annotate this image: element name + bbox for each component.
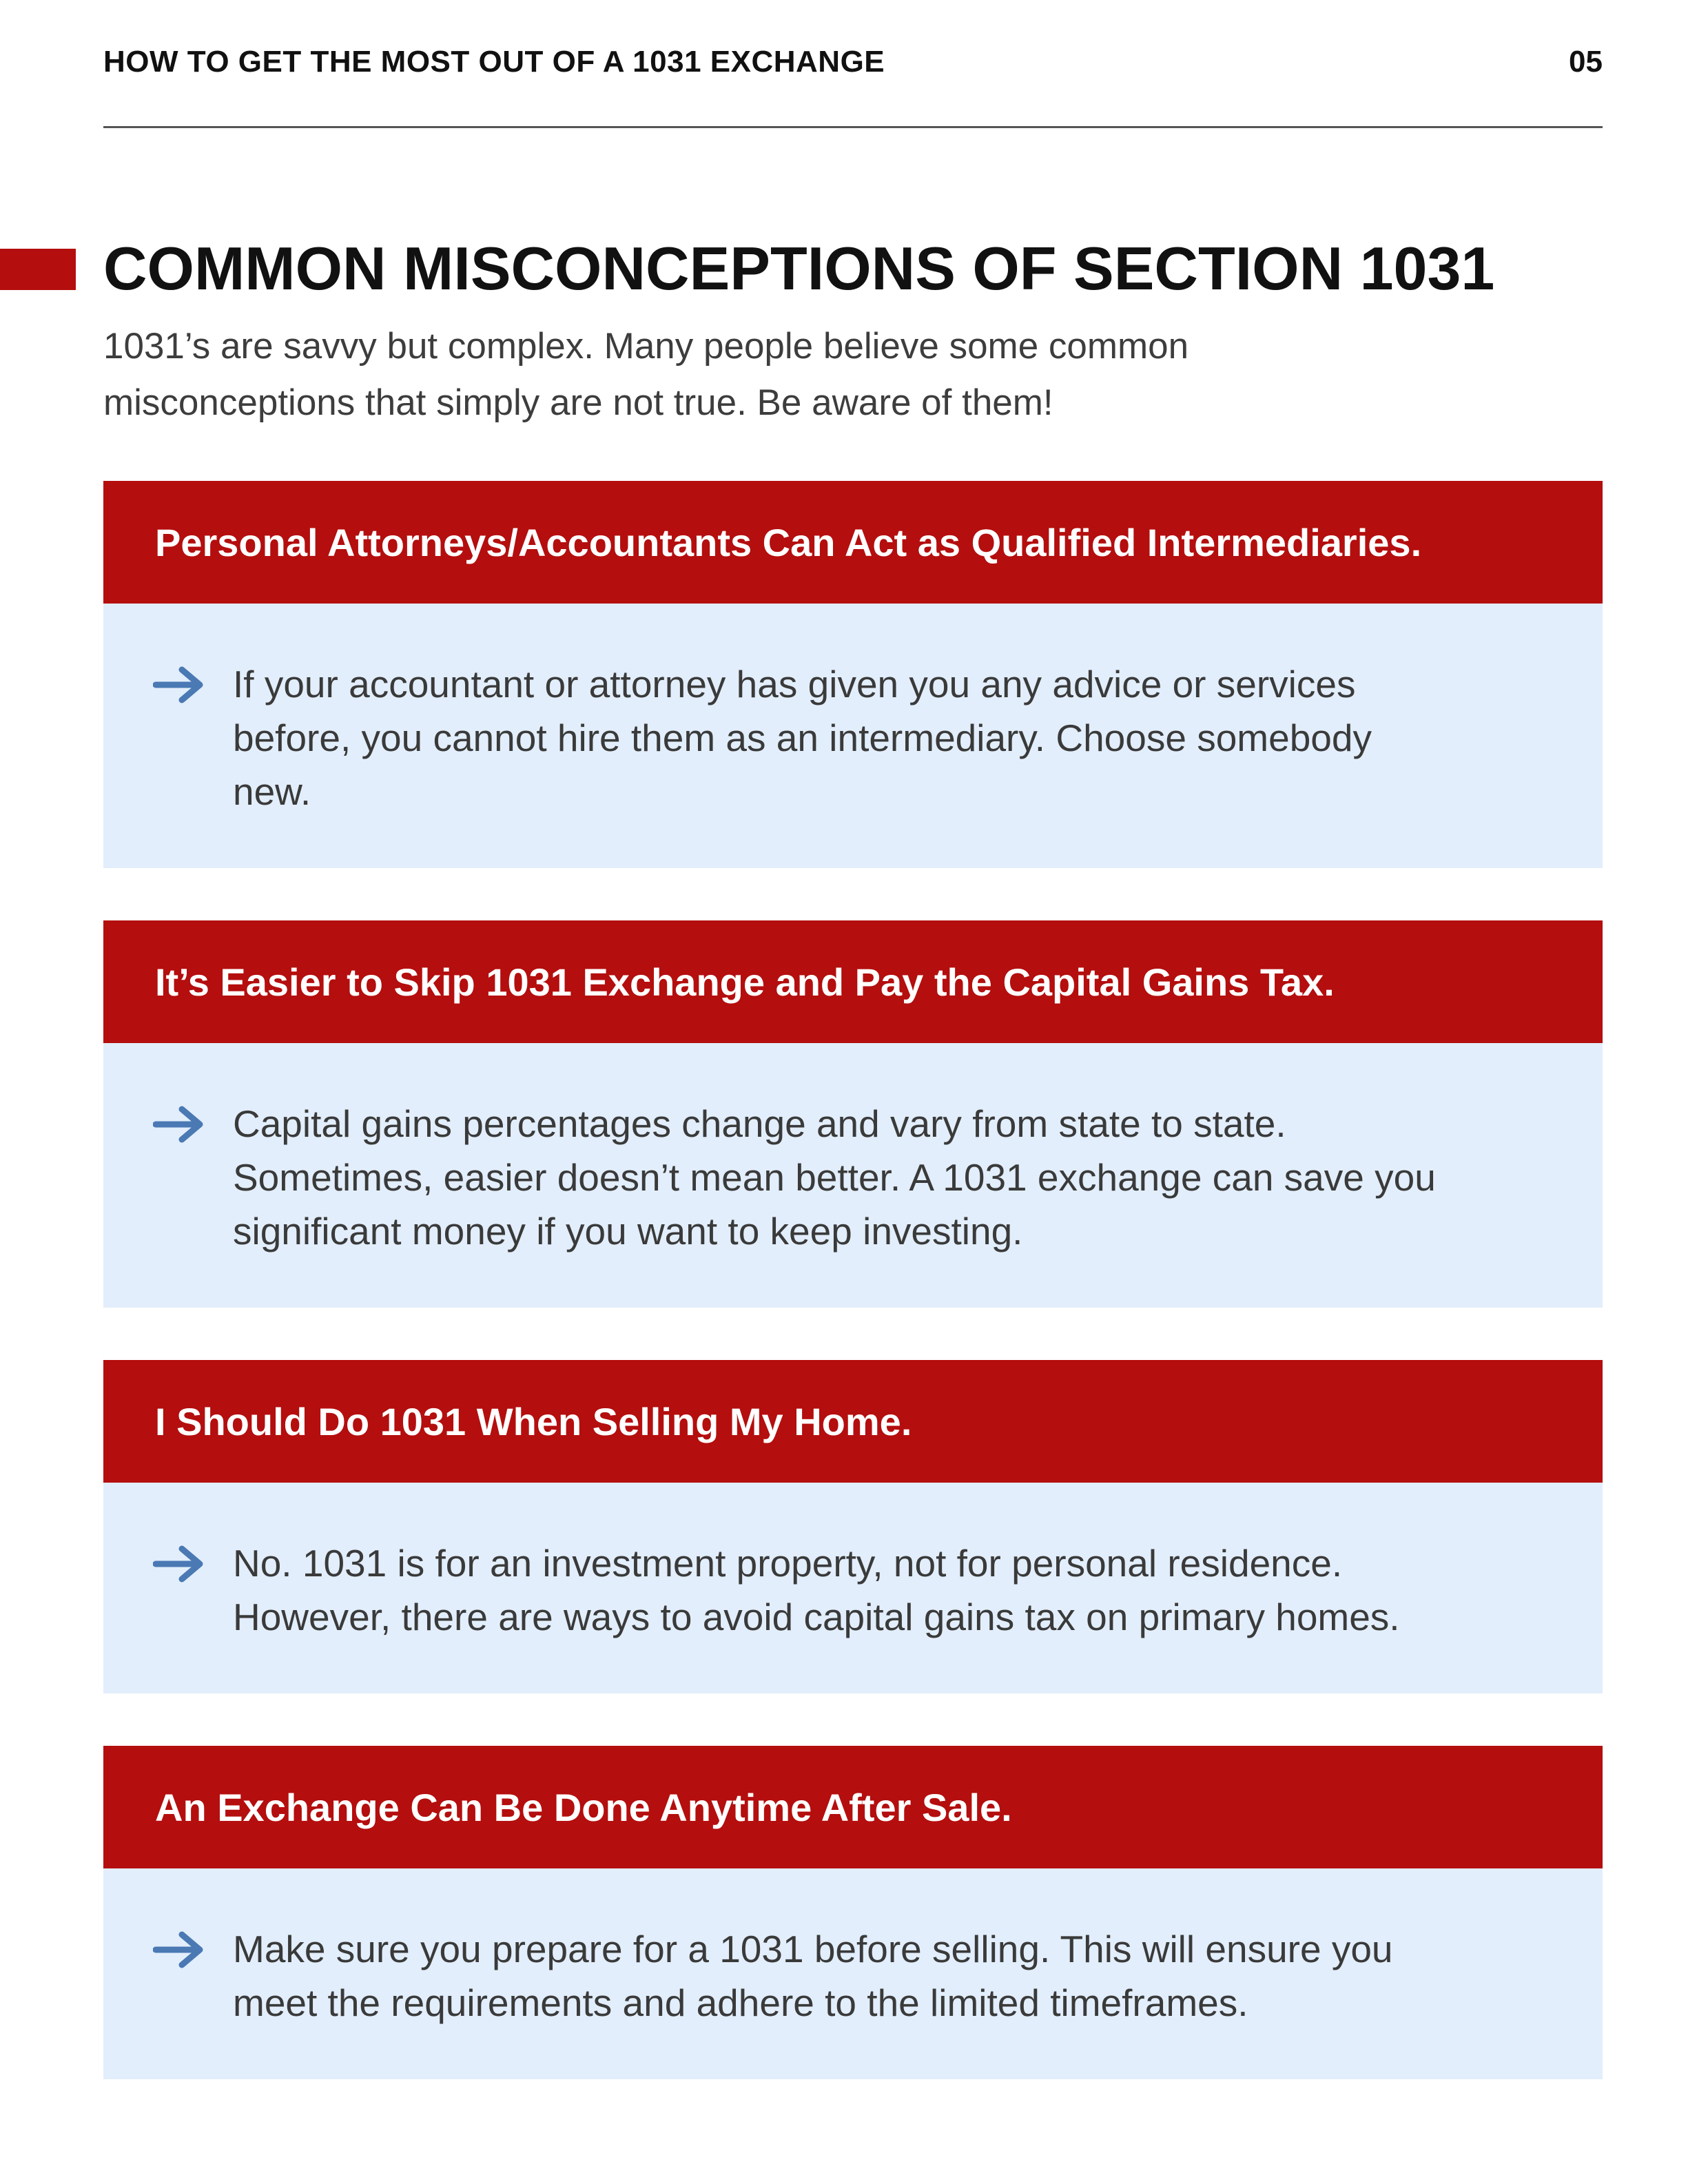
misconception-header <box>103 1360 1603 1483</box>
misconception-header <box>103 920 1603 1043</box>
arrow-right-icon <box>153 1545 205 1583</box>
arrow-right-icon <box>153 1930 205 1969</box>
misconception-text <box>233 1922 1542 2030</box>
misconception-header <box>103 1746 1603 1868</box>
misconception-text <box>233 657 1542 818</box>
misconception-body <box>103 1043 1603 1308</box>
misconception-heading: I Should Do 1031 When Selling My Home. <box>155 1399 912 1443</box>
text-line: before, you cannot hire them as an intermediary. Choose somebody <box>233 717 1372 759</box>
header-divider <box>103 126 1603 128</box>
text-line: Make sure you prepare for a 1031 before selling. This will ensure you <box>233 1928 1393 1970</box>
text-line: new. <box>233 770 311 813</box>
misconception-heading: An Exchange Can Be Done Anytime After Sale. <box>155 1785 1012 1829</box>
text-line: However, there are ways to avoid capital gains tax on primary homes. <box>233 1596 1400 1638</box>
page-header <box>103 45 1603 79</box>
misconception-card <box>103 920 1603 1308</box>
intro-line: 1031’s are savvy but complex. Many people believe some common <box>103 326 1189 367</box>
misconception-card <box>103 1360 1603 1693</box>
text-line: If your accountant or attorney has given you any advice or services <box>233 663 1356 705</box>
misconception-card <box>103 481 1603 868</box>
misconception-text <box>233 1536 1542 1644</box>
misconception-body <box>103 1868 1603 2079</box>
misconception-body <box>103 1483 1603 1693</box>
document-title: HOW TO GET THE MOST OUT OF A 1031 EXCHANGE <box>103 45 885 79</box>
text-line: Capital gains percentages change and vary from state to state. <box>233 1102 1286 1145</box>
misconception-header <box>103 481 1603 604</box>
misconception-card <box>103 1746 1603 2079</box>
intro-line: misconceptions that simply are not true. Be aware of them! <box>103 382 1053 423</box>
text-line: meet the requirements and adhere to the limited timeframes. <box>233 1981 1248 2024</box>
text-line: Sometimes, easier doesn’t mean better. A 1031 exchange can save you <box>233 1156 1436 1199</box>
misconception-text <box>233 1097 1542 1258</box>
section-intro <box>103 318 1481 431</box>
misconception-body <box>103 604 1603 868</box>
misconception-heading: Personal Attorneys/Accountants Can Act as Qualified Intermediaries. <box>155 520 1422 564</box>
misconception-heading: It’s Easier to Skip 1031 Exchange and Pay the Capital Gains Tax. <box>155 960 1335 1004</box>
arrow-right-icon <box>153 1105 205 1144</box>
section-accent-bar <box>0 249 76 290</box>
page-number: 05 <box>1569 45 1603 79</box>
text-line: significant money if you want to keep investing. <box>233 1210 1023 1253</box>
text-line: No. 1031 is for an investment property, not for personal residence. <box>233 1542 1343 1585</box>
section-title: COMMON MISCONCEPTIONS OF SECTION 1031 <box>103 234 1495 302</box>
arrow-right-icon <box>153 666 205 704</box>
